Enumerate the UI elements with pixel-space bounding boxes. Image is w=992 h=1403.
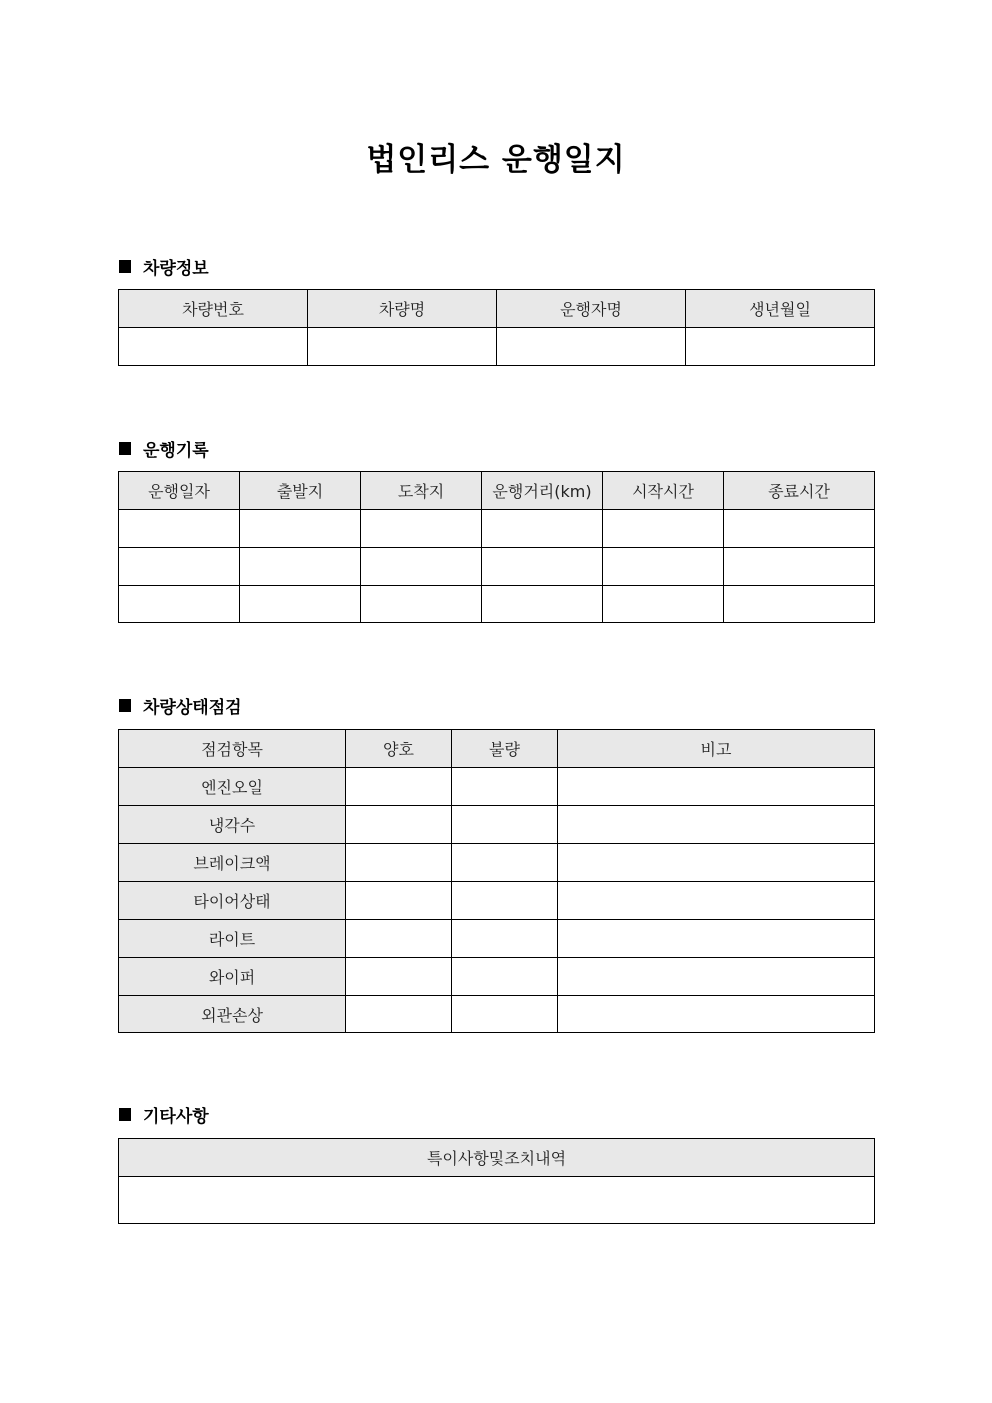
cell[interactable]	[482, 510, 603, 548]
note-cell[interactable]	[558, 768, 875, 806]
table-row	[119, 844, 875, 882]
table-row	[119, 996, 875, 1033]
vehicle-info-table	[118, 289, 875, 366]
note-cell[interactable]	[558, 958, 875, 996]
item-label: 브레이크액	[119, 844, 346, 882]
section-heading-other	[119, 1102, 209, 1127]
section-title: 차량정보	[143, 259, 209, 279]
table-row	[119, 882, 875, 920]
cell[interactable]	[361, 586, 482, 623]
cell[interactable]	[603, 586, 724, 623]
col-header: 도착지	[361, 472, 482, 510]
note-cell[interactable]	[558, 920, 875, 958]
bad-cell[interactable]	[452, 882, 558, 920]
section-heading-vehicle-info	[119, 254, 209, 279]
square-bullet-icon	[119, 1108, 131, 1121]
col-header: 운행거리(km)	[482, 472, 603, 510]
table-header-row	[119, 290, 875, 328]
item-label: 엔진오일	[119, 768, 346, 806]
other-notes-table	[118, 1138, 875, 1224]
item-label: 라이트	[119, 920, 346, 958]
square-bullet-icon	[119, 260, 131, 273]
driver-name-field[interactable]	[497, 328, 686, 366]
cell[interactable]	[240, 510, 361, 548]
cell[interactable]	[724, 586, 875, 623]
cell[interactable]	[119, 586, 240, 623]
good-cell[interactable]	[346, 958, 452, 996]
vehicle-number-field[interactable]	[119, 328, 308, 366]
item-label: 냉각수	[119, 806, 346, 844]
cell[interactable]	[603, 548, 724, 586]
col-header: 시작시간	[603, 472, 724, 510]
square-bullet-icon	[119, 699, 131, 712]
cell[interactable]	[724, 548, 875, 586]
table-row	[119, 328, 875, 366]
section-heading-inspection	[119, 693, 242, 718]
section-title: 운행기록	[143, 441, 209, 461]
cell[interactable]	[482, 548, 603, 586]
good-cell[interactable]	[346, 768, 452, 806]
cell[interactable]	[119, 548, 240, 586]
table-row	[119, 768, 875, 806]
driving-log-table	[118, 471, 875, 623]
col-header: 불량	[452, 730, 558, 768]
col-header: 차량명	[308, 290, 497, 328]
bad-cell[interactable]	[452, 844, 558, 882]
table-header-row	[119, 730, 875, 768]
col-header: 점검항목	[119, 730, 346, 768]
section-heading-driving-log	[119, 436, 209, 461]
vehicle-name-field[interactable]	[308, 328, 497, 366]
bad-cell[interactable]	[452, 996, 558, 1033]
good-cell[interactable]	[346, 920, 452, 958]
good-cell[interactable]	[346, 996, 452, 1033]
table-row	[119, 510, 875, 548]
cell[interactable]	[482, 586, 603, 623]
note-cell[interactable]	[558, 882, 875, 920]
bad-cell[interactable]	[452, 920, 558, 958]
good-cell[interactable]	[346, 806, 452, 844]
item-label: 와이퍼	[119, 958, 346, 996]
table-row	[119, 1177, 875, 1224]
col-header: 종료시간	[724, 472, 875, 510]
col-header: 출발지	[240, 472, 361, 510]
good-cell[interactable]	[346, 882, 452, 920]
note-cell[interactable]	[558, 996, 875, 1033]
col-header: 양호	[346, 730, 452, 768]
cell[interactable]	[240, 586, 361, 623]
cell[interactable]	[724, 510, 875, 548]
section-title: 기타사항	[143, 1107, 209, 1127]
table-row	[119, 806, 875, 844]
cell[interactable]	[119, 510, 240, 548]
bad-cell[interactable]	[452, 768, 558, 806]
table-header-row	[119, 472, 875, 510]
cell[interactable]	[361, 548, 482, 586]
table-row	[119, 548, 875, 586]
col-header: 운행일자	[119, 472, 240, 510]
col-header: 운행자명	[497, 290, 686, 328]
item-label: 타이어상태	[119, 882, 346, 920]
col-header: 차량번호	[119, 290, 308, 328]
cell[interactable]	[240, 548, 361, 586]
col-header: 비고	[558, 730, 875, 768]
col-header: 특이사항및조치내역	[119, 1139, 875, 1177]
table-row	[119, 958, 875, 996]
cell[interactable]	[361, 510, 482, 548]
section-title: 차량상태점검	[143, 698, 242, 718]
table-row	[119, 920, 875, 958]
item-label: 외관손상	[119, 996, 346, 1033]
notes-field[interactable]	[119, 1177, 875, 1224]
table-row	[119, 586, 875, 623]
bad-cell[interactable]	[452, 958, 558, 996]
col-header: 생년월일	[686, 290, 875, 328]
bad-cell[interactable]	[452, 806, 558, 844]
inspection-table	[118, 729, 875, 1033]
cell[interactable]	[603, 510, 724, 548]
note-cell[interactable]	[558, 806, 875, 844]
birthdate-field[interactable]	[686, 328, 875, 366]
square-bullet-icon	[119, 442, 131, 455]
page-title: 법인리스 운행일지	[366, 142, 626, 178]
good-cell[interactable]	[346, 844, 452, 882]
note-cell[interactable]	[558, 844, 875, 882]
table-header-row	[119, 1139, 875, 1177]
